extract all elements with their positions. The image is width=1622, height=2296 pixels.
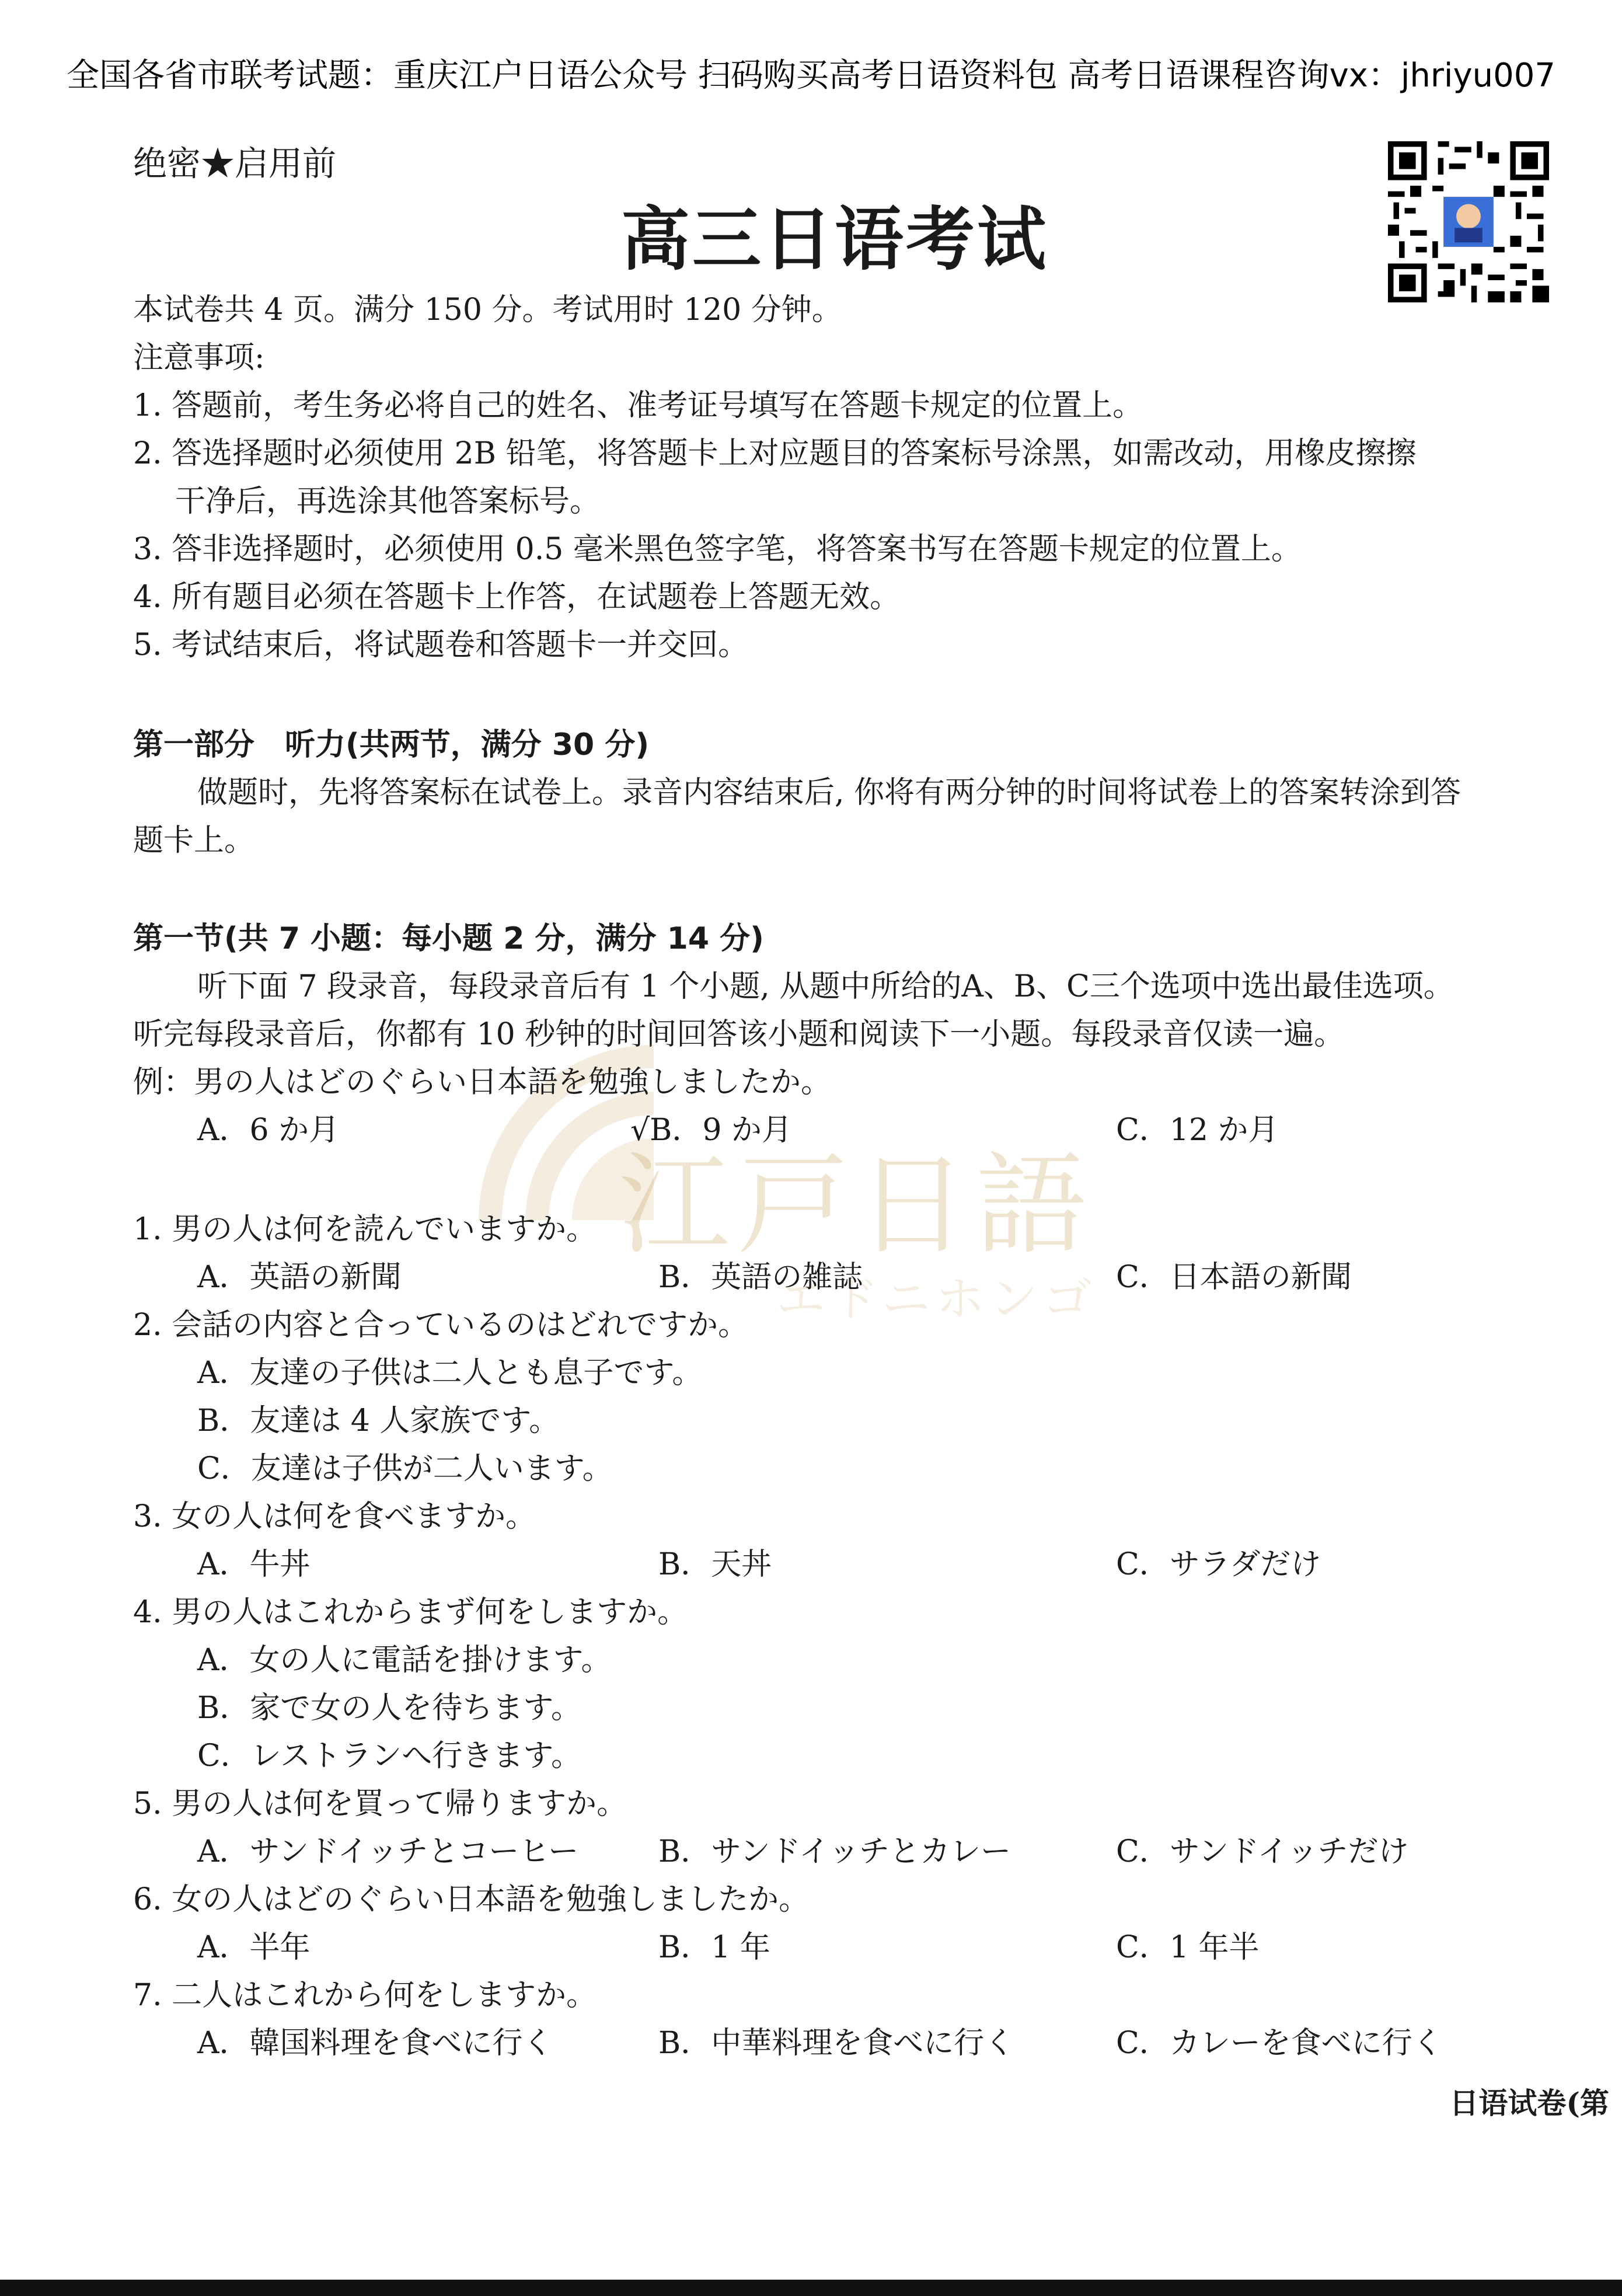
q2-option-a: A．友達の子供は二人とも息子です。 [197,1356,703,1391]
q6-option-c: C．1 年半 [1116,1930,1260,1965]
section1-intro-continued: 听完每段录音后，你都有 10 秒钟的时间回答该小题和阅读下一小题。每段录音仅读一遍。 [133,1017,1345,1052]
part1-intro-continued: 题卡上。 [133,823,255,858]
q5-option-c: C．サンドイッチだけ [1116,1834,1409,1869]
scan-edge [0,2280,1622,2296]
question-stem: 5. 男の人は何を買って帰りますか。 [133,1786,627,1821]
question-stem: 1. 男の人は何を読んでいますか。 [133,1212,597,1247]
qr-code-icon [1388,141,1549,302]
example-option-a: A．6 か月 [197,1113,340,1148]
q4-option-c: C．レストランへ行きます。 [197,1738,582,1774]
q2-option-c: C．友達は子供が二人います。 [197,1451,613,1486]
notes-heading: 注意事项: [133,340,265,375]
q7-option-c: C．カレーを食べに行く [1116,2026,1443,2061]
note-item: 2. 答选择题时必须使用 2B 铅笔，将答题卡上对应题目的答案标号涂黑，如需改动，用橡皮擦擦 [133,436,1417,471]
question-stem: 2. 会話の内容と合っているのはどれですか。 [133,1308,749,1343]
watermark-main: 江戸日語 [619,1141,1096,1270]
part1-heading: 第一部分 听力(共两节，满分 30 分) [133,727,650,762]
q5-option-a: A．サンドイッチとコーヒー [197,1834,579,1869]
example-option-b: √B．9 か月 [630,1113,792,1148]
example-option-c: C．12 か月 [1116,1113,1279,1148]
note-item: 4. 所有题目必须在答题卡上作答，在试题卷上答题无效。 [133,580,901,615]
section1-intro: 听下面 7 段录音，每段录音后有 1 个小题, 从题中所给的A、B、C三个选项中选出最佳选项。 [197,969,1454,1004]
q6-option-b: B．1 年 [658,1930,770,1965]
confidential-label: 绝密★启用前 [133,144,337,183]
q1-option-b: B．英語の雑誌 [658,1260,863,1295]
section1-heading: 第一节(共 7 小题：每小题 2 分，满分 14 分) [133,921,764,956]
q1-option-c: C．日本語の新聞 [1116,1260,1352,1295]
note-item: 3. 答非选择题时，必须使用 0.5 毫米黑色签字笔，将答案书写在答题卡规定的位置上。 [133,532,1302,567]
watermark-sub: エドニホンゴ [776,1270,1097,1328]
q1-option-a: A．英語の新聞 [197,1260,402,1295]
q3-option-b: B．天丼 [658,1547,772,1582]
note-item-continued: 干净后，再选涂其他答案标号。 [175,484,601,519]
q4-option-a: A．女の人に電話を掛けます。 [197,1643,612,1678]
question-stem: 7. 二人はこれから何をしますか。 [133,1978,597,2013]
q2-option-b: B．友達は 4 人家族です。 [197,1403,560,1438]
note-item: 1. 答题前，考生务必将自己的姓名、准考证号填写在答题卡规定的位置上。 [133,388,1143,423]
exam-info: 本试卷共 4 页。满分 150 分。考试用时 120 分钟。 [133,292,842,327]
q7-option-b: B．中華料理を食べに行く [658,2026,1015,2061]
page-footer: 日语试卷(第 [1449,2086,1609,2120]
example-question: 例：男の人はどのぐらい日本語を勉強しましたか。 [133,1065,832,1100]
q6-option-a: A．半年 [197,1930,311,1965]
part1-intro: 做题时，先将答案标在试卷上。录音内容结束后, 你将有两分钟的时间将试卷上的答案转涂到答 [197,775,1461,810]
q4-option-b: B．家で女の人を待ちます。 [197,1691,582,1726]
q3-option-c: C．サラダだけ [1116,1547,1321,1582]
top-banner: 全国各省市联考试题：重庆江户日语公众号 扫码购买高考日语资料包 高考日语课程咨询vx：jhriyu007 [66,57,1556,95]
question-stem: 4. 男の人はこれからまず何をしますか。 [133,1595,688,1630]
page-title: 高三日语考试 [620,199,1048,280]
q5-option-b: B．サンドイッチとカレー [658,1834,1011,1869]
q7-option-a: A．韓国料理を食べに行く [197,2026,553,2061]
question-stem: 3. 女の人は何を食べますか。 [133,1499,536,1534]
q3-option-a: A．牛丼 [197,1547,311,1582]
question-stem: 6. 女の人はどのぐらい日本語を勉強しましたか。 [133,1882,810,1917]
note-item: 5. 考试结束后，将试题卷和答题卡一并交回。 [133,628,749,663]
